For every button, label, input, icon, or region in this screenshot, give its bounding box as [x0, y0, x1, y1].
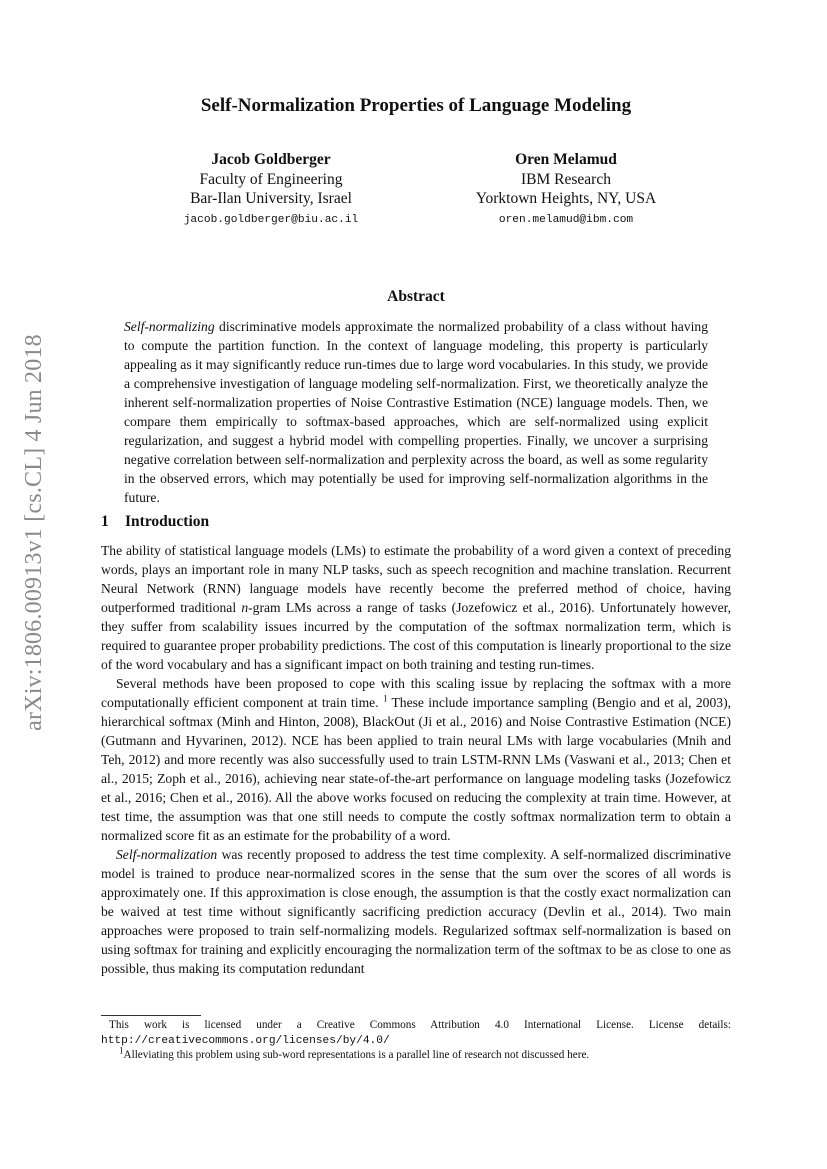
paper-title: Self-Normalization Properties of Language Modeling [200, 95, 632, 116]
body-text-run: These include importance sampling (Bengio and et al, 2003), hierarchical softmax (Minh and Hinton, 2008), BlackOut (Ji et al., 2016) and Noise Contrastive Estimation (NCE) (Gutmann and Hyvarinen, 2012). NCE has been applied to train neural LMs with large vocabularies (Mnih and Teh, 2012) and more recently was also successfully used to train LSTM-RNN LMs (Vaswani et al., 2013; Chen et al., 2015; Zoph et al., 2016), achieving near state-of-the-art performance on language modeling tasks (Jozefowicz et al., 2016; Chen et al., 2016). All the above works focused on reducing the complexity at train time. However, at test time, the assumption was that one still needs to compute the costly softmax normalization term to obtain a normalized score fit as an estimate for the probability of a word. [101, 695, 732, 843]
license-text: This work is licensed under a Creative Commons Attribution 4.0 International License. License details: [109, 1019, 731, 1031]
body-paragraph [101, 845, 731, 978]
footnote-1-marker: 1 [119, 1045, 124, 1056]
license-footnote [101, 1018, 731, 1048]
footnotes [101, 1018, 731, 1063]
body-text-run: -gram LMs across a range of tasks (Jozefowicz et al., 2016). Unfortunately however, they suffer from scalability issues incurred by the computation of the softmax normalization term, which is required to guarantee proper probability predictions. The cost of this computation is linearly proportional to the size of the word vocabulary and has a significant impact on both training and testing run-times. [101, 600, 731, 672]
abstract-paragraph [124, 317, 708, 507]
section-title: Introduction [125, 513, 210, 530]
abstract-text: discriminative models approximate the normalized probability of a class without having to compute the partition function. In the context of language modeling, this property is particularly appealing as it may significantly reduce run-times due to large word vocabularies. In this study, we provide a comprehensive investigation of language modeling self-normalization. First, we theoretically analyze the inherent self-normalization properties of Noise Contrastive Estimation (NCE) language models. Then, we compare them empirically to softmax-based approaches, which are self-normalized using explicit regularization, and suggest a hybrid model with compelling properties. Finally, we uncover a surprising negative correlation between self-normalization and perplexity across the board, as well as some regularity in the observed errors, which may potentially be used for improving self-normalization algorithms in the future. [124, 319, 708, 505]
author-name: Oren Melamud [515, 151, 617, 168]
footnote-1-text: Alleviating this problem using sub-word representations is a parallel line of research not discussed here. [123, 1049, 590, 1061]
footnote-1 [101, 1045, 731, 1063]
author-affiliation: Faculty of Engineering [199, 170, 343, 188]
arxiv-stamp-text: arXiv:1806.00913v1 [cs.CL] 4 Jun 2018 [20, 333, 47, 731]
introduction-body [101, 541, 731, 978]
arxiv-stamp [14, 333, 54, 731]
author-affiliation: IBM Research [521, 170, 611, 188]
body-text-run: Several methods have been proposed to cope with this scaling issue by replacing the softmax with a more computationally efficient component at train time. [101, 676, 731, 710]
author-block-1 [161, 150, 381, 230]
abstract-lead-term: Self-normalizing [124, 319, 215, 334]
author-email[interactable]: oren.melamud@ibm.com [498, 213, 634, 226]
emphasized-term: Self-normalization [116, 847, 218, 862]
footnote-marker[interactable]: 1 [382, 693, 388, 704]
author-block-2 [446, 150, 686, 230]
author-name: Jacob Goldberger [211, 151, 331, 168]
section-heading-introduction [101, 513, 209, 531]
body-text-run: The ability of statistical language models (LMs) to estimate the probability of a word given a context of preceding words, plays an important role in many NLP tasks, such as speech recognition and machine translation. Recurrent Neural Network (RNN) language models have recently become the preferred method of choice, having outperformed traditional [101, 543, 731, 615]
body-paragraph [101, 674, 731, 845]
body-paragraph [101, 541, 731, 674]
author-email[interactable]: jacob.goldberger@biu.ac.il [183, 213, 359, 226]
author-affiliation: Yorktown Heights, NY, USA [475, 190, 657, 207]
footnote-divider [101, 1015, 201, 1016]
math-variable-n: n [241, 600, 249, 615]
section-number: 1 [101, 513, 109, 530]
abstract-body [124, 317, 708, 507]
license-url-link[interactable]: http://creativecommons.org/licenses/by/4.0/ [101, 1034, 390, 1047]
author-affiliation: Bar-Ilan University, Israel [190, 190, 352, 207]
body-text-run: was recently proposed to address the test time complexity. A self-normalized discriminative model is trained to produce near-normalized scores in the sense that the sum over the scores of all words is approximately one. If this approximation is close enough, the assumption is that the costly exact normalization can be waived at test time without significantly sacrificing prediction accuracy (Devlin et al., 2014). Two main approaches were proposed to train self-normalizing models. Regularized softmax self-normalization is based on using softmax for training and explicitly encouraging the normalization term of the softmax to be as close to one as possible, thus making its computation redundant [101, 847, 731, 976]
abstract-heading: Abstract [387, 288, 445, 305]
